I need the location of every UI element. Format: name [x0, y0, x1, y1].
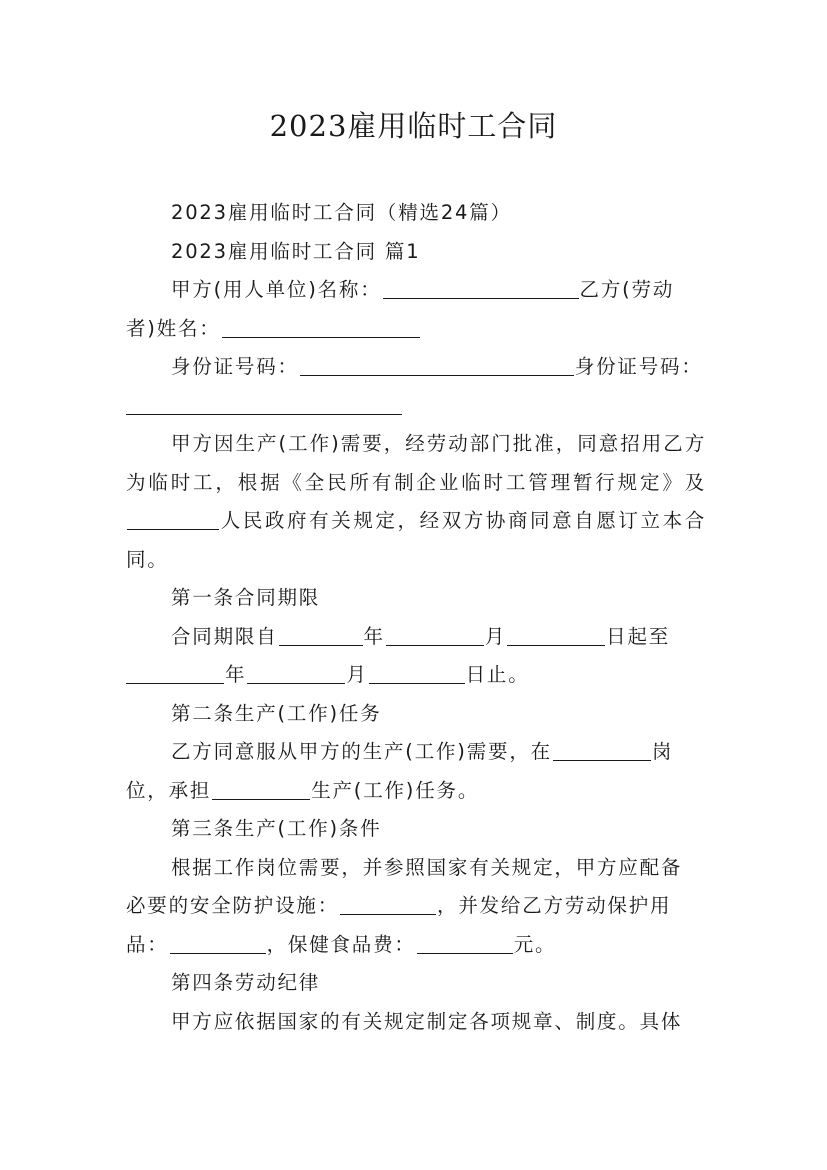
intro-tail-text: 人民政府有关规定，经双方协商同意自愿订立本合同。 — [126, 509, 706, 571]
task-line-2 — [126, 772, 706, 811]
start-day-blank[interactable] — [507, 623, 605, 646]
id-b-line — [126, 387, 706, 426]
id-number-b-blank[interactable] — [126, 392, 402, 415]
health-food-fee-blank[interactable] — [417, 931, 513, 954]
cond-text-4: 品： — [126, 932, 169, 956]
section-4-heading: 第四条劳动纪律 — [171, 971, 321, 994]
cond-line-2 — [126, 887, 706, 926]
term-prefix: 合同期限自 — [171, 624, 278, 648]
cond-text-5: ，保健食品费： — [266, 932, 416, 956]
task-text-2: 岗 — [651, 740, 674, 763]
month-label: 月 — [484, 624, 507, 648]
subtitle-line: 2023雇用临时工合同（精选24篇） — [171, 201, 512, 224]
task-text-1: 乙方同意服从甲方的生产(工作)需要，在 — [171, 740, 552, 763]
start-month-blank[interactable] — [386, 623, 484, 646]
party-b-name-blank[interactable] — [222, 315, 420, 338]
party-a-name-blank[interactable] — [383, 276, 579, 299]
section-1-heading: 第一条合同期限 — [171, 586, 321, 609]
party-a-label: 甲方(用人单位)名称： — [171, 278, 382, 301]
party-b-line — [126, 310, 706, 349]
protective-goods-blank[interactable] — [170, 931, 266, 954]
year-label: 年 — [363, 624, 385, 648]
start-year-blank[interactable] — [279, 623, 363, 646]
section-2-heading: 第二条生产(工作)任务 — [171, 701, 382, 725]
task-text-3: 位，承担 — [126, 778, 212, 802]
party-line — [126, 271, 706, 310]
year-label-2: 年 — [225, 663, 247, 686]
task-blank[interactable] — [212, 777, 310, 800]
article-heading: 2023雇用临时工合同 篇1 — [171, 239, 421, 263]
task-line-1 — [126, 733, 706, 772]
term-line-1 — [126, 618, 706, 657]
id-number-a-blank[interactable] — [300, 353, 574, 376]
discipline-line-1: 甲方应依据国家的有关规定制定各项规章、制度。具体 — [171, 1009, 683, 1033]
id-label-b: 身份证号码： — [574, 355, 703, 378]
party-b-label-2: 者)姓名： — [126, 316, 221, 340]
task-text-4: 生产(工作)任务。 — [311, 778, 480, 802]
government-blank[interactable] — [127, 507, 219, 530]
intro-paragraph — [126, 425, 706, 579]
end-month-blank[interactable] — [247, 661, 345, 684]
month-label-2: 月 — [346, 663, 368, 686]
cond-text-3: ，并发给乙方劳动保护用 — [437, 894, 672, 917]
cond-text-6: 元。 — [513, 932, 557, 956]
term-line-2 — [126, 656, 706, 695]
document-title: 2023雇用临时工合同 — [269, 109, 558, 143]
id-label-a: 身份证号码： — [171, 355, 299, 378]
day-to-label: 日止。 — [465, 663, 530, 686]
end-day-blank[interactable] — [369, 661, 465, 684]
id-line — [126, 348, 706, 387]
cond-line-3 — [126, 926, 706, 965]
intro-text: 甲方因生产(工作)需要，经劳动部门批准，同意招用乙方为临时工，根据《全民所有制企业临时工管理暂行规定》及 — [126, 432, 706, 494]
end-year-blank[interactable] — [126, 661, 224, 684]
document-body — [126, 194, 706, 1041]
party-b-label-1: 乙方(劳动 — [579, 278, 675, 301]
cond-text-2: 必要的安全防护设施： — [126, 894, 340, 917]
section-3-heading: 第三条生产(工作)条件 — [171, 817, 382, 840]
safety-facility-blank[interactable] — [340, 892, 436, 915]
cond-line-1: 根据工作岗位需要，并参照国家有关规定，甲方应配备 — [171, 855, 683, 879]
post-blank[interactable] — [553, 738, 651, 761]
day-from-label: 日起至 — [606, 624, 671, 648]
